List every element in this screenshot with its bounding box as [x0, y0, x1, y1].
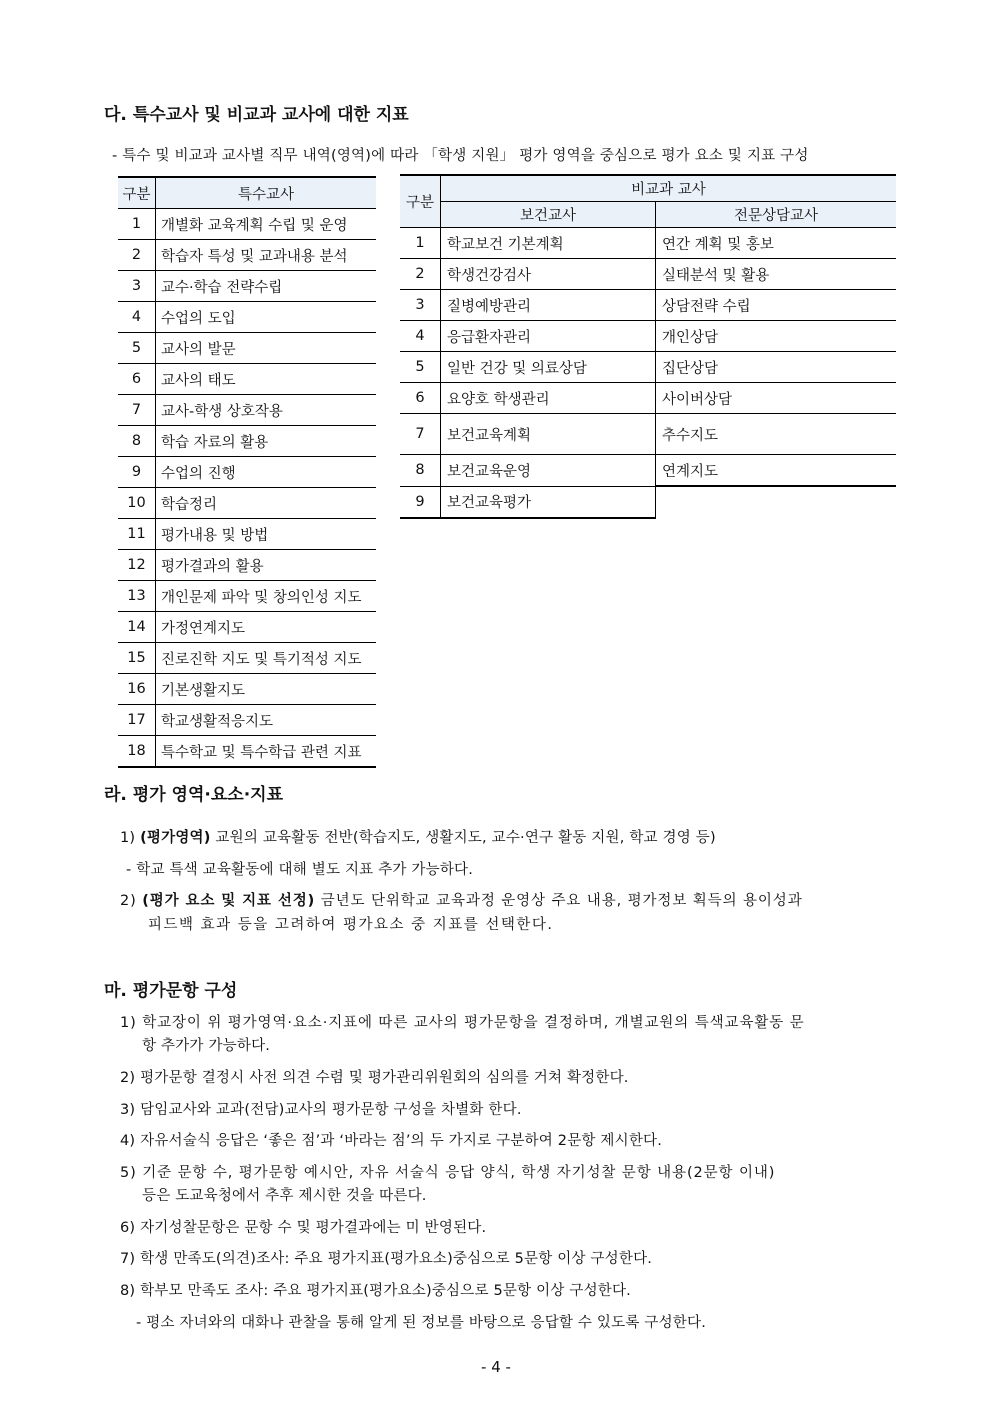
- section-da-description: - 특수 및 비교과 교사별 직무 내역(영역)에 따라 「학생 지원」 평가 영역을 중심으로 평가 요소 및 지표 구성: [112, 148, 809, 164]
- table-row: [400, 352, 896, 383]
- counselor-indicator: 연계지도: [656, 455, 897, 487]
- row-number: 15: [118, 643, 156, 674]
- row-number: 14: [118, 612, 156, 643]
- item-number: 1): [120, 830, 136, 846]
- row-indicator: 가정연계지도: [156, 612, 377, 643]
- row-indicator: 학습자 특성 및 교과내용 분석: [156, 240, 377, 271]
- row-number: 8: [400, 455, 441, 487]
- section-ma-item: 등은 도교육청에서 추후 제시한 것을 따른다.: [142, 1188, 427, 1204]
- section-ma-item: 4) 자유서술식 응답은 ‘좋은 점’과 ‘바라는 점’의 두 가지로 구분하여 2문항 제시한다.: [120, 1133, 663, 1149]
- section-ra-item-1: [120, 826, 716, 847]
- row-number: 5: [118, 333, 156, 364]
- table-header-health: 보건교사: [441, 202, 656, 228]
- row-indicator: 학습 자료의 활용: [156, 426, 377, 457]
- table-row: [118, 550, 376, 581]
- item-text: 금년도 단위학교 교육과정 운영상 주요 내용, 평가정보 획득의 용이성과: [320, 893, 803, 909]
- row-number: 1: [118, 209, 156, 240]
- table-row: [118, 426, 376, 457]
- row-indicator: 교사의 발문: [156, 333, 377, 364]
- row-number: 1: [400, 228, 441, 259]
- section-ma-item: 3) 담임교사와 교과(전담)교사의 평가문항 구성을 차별화 한다.: [120, 1102, 522, 1118]
- non-subject-teacher-table: [400, 174, 896, 519]
- row-indicator: 학교생활적응지도: [156, 705, 377, 736]
- row-number: 4: [400, 321, 441, 352]
- health-teacher-indicator: 보건교육계획: [441, 414, 656, 455]
- item-text: 교원의 교육활동 전반(학습지도, 생활지도, 교수·연구 활동 지원, 학교 경영 등): [215, 830, 716, 846]
- section-ma-item: 7) 학생 만족도(의견)조사: 주요 평가지표(평가요소)중심으로 5문항 이상 구성한다.: [120, 1251, 653, 1267]
- row-number: 9: [118, 457, 156, 488]
- row-indicator: 평가내용 및 방법: [156, 519, 377, 550]
- section-ra-item-1-sub: - 학교 특색 교육활동에 대해 별도 지표 추가 가능하다.: [126, 862, 474, 878]
- health-teacher-indicator: 학생건강검사: [441, 259, 656, 290]
- row-indicator: 기본생활지도: [156, 674, 377, 705]
- table-row: [118, 209, 376, 240]
- table-row: [400, 414, 896, 455]
- section-ma-title: 마. 평가문항 구성: [104, 981, 238, 1001]
- section-ma-item: - 평소 자녀와의 대화나 관찰을 통해 알게 된 정보를 바탕으로 응답할 수 있도록 구성한다.: [136, 1315, 707, 1331]
- special-teacher-table: [118, 176, 376, 768]
- table-header-special: 특수교사: [156, 177, 377, 209]
- row-number: 9: [400, 486, 441, 518]
- table-header-group: 비교과 교사: [441, 175, 897, 202]
- row-number: 6: [118, 364, 156, 395]
- row-number: 2: [400, 259, 441, 290]
- table-row: [118, 240, 376, 271]
- health-teacher-indicator: 학교보건 기본계획: [441, 228, 656, 259]
- section-ra-item-2-cont: 피드백 효과 등을 고려하여 평가요소 중 지표를 선택한다.: [148, 917, 554, 933]
- row-number: 5: [400, 352, 441, 383]
- table-row: [118, 364, 376, 395]
- row-indicator: 개별화 교육계획 수립 및 운영: [156, 209, 377, 240]
- row-number: 3: [400, 290, 441, 321]
- row-number: 8: [118, 426, 156, 457]
- row-number: 3: [118, 271, 156, 302]
- table-row: [400, 383, 896, 414]
- table-row: [400, 259, 896, 290]
- item-label: (평가영역): [140, 830, 211, 846]
- counselor-indicator: 추수지도: [656, 414, 897, 455]
- row-indicator: 교수·학습 전략수립: [156, 271, 377, 302]
- table-row: [118, 488, 376, 519]
- table-row: [118, 612, 376, 643]
- health-teacher-indicator: 질병예방관리: [441, 290, 656, 321]
- table-header-num: 구분: [400, 175, 441, 228]
- row-number: 11: [118, 519, 156, 550]
- non-subject-teacher-rows: [400, 228, 896, 518]
- table-row: [400, 290, 896, 321]
- section-ra-title: 라. 평가 영역·요소·지표: [104, 785, 284, 805]
- row-number: 7: [118, 395, 156, 426]
- page-number: - 4 -: [481, 1358, 511, 1376]
- counselor-indicator: 실태분석 및 활용: [656, 259, 897, 290]
- row-indicator: 학습정리: [156, 488, 377, 519]
- health-teacher-indicator: 일반 건강 및 의료상담: [441, 352, 656, 383]
- counselor-indicator: 사이버상담: [656, 383, 897, 414]
- table-row: [118, 395, 376, 426]
- row-number: 18: [118, 736, 156, 768]
- table-row: [118, 581, 376, 612]
- item-number: 2): [120, 893, 137, 909]
- health-teacher-indicator: 응급환자관리: [441, 321, 656, 352]
- table-row: [118, 674, 376, 705]
- section-ma-item: 6) 자기성찰문항은 문항 수 및 평가결과에는 미 반영된다.: [120, 1220, 487, 1236]
- section-ma-item: 8) 학부모 만족도 조사: 주요 평가지표(평가요소)중심으로 5문항 이상 구성한다.: [120, 1283, 631, 1299]
- section-ma-item: 5) 기준 문항 수, 평가문항 예시안, 자유 서술식 응답 양식, 학생 자기성찰 문항 내용(2문항 이내): [120, 1165, 776, 1181]
- row-number: 17: [118, 705, 156, 736]
- table-row: [400, 321, 896, 352]
- table-row: [400, 455, 896, 487]
- health-teacher-indicator: 보건교육운영: [441, 455, 656, 487]
- table-header-counsel: 전문상담교사: [656, 202, 897, 228]
- row-number: 6: [400, 383, 441, 414]
- health-teacher-indicator: 요양호 학생관리: [441, 383, 656, 414]
- table-row: [118, 705, 376, 736]
- table-row: [118, 519, 376, 550]
- row-number: 10: [118, 488, 156, 519]
- special-teacher-rows: [118, 209, 376, 768]
- table-row: [118, 457, 376, 488]
- row-indicator: 교사-학생 상호작용: [156, 395, 377, 426]
- table-header-num: 구분: [118, 177, 156, 209]
- counselor-indicator: 집단상담: [656, 352, 897, 383]
- table-row: [118, 643, 376, 674]
- row-number: 13: [118, 581, 156, 612]
- row-number: 2: [118, 240, 156, 271]
- section-ra-item-2: [120, 889, 803, 910]
- section-da-title: 다. 특수교사 및 비교과 교사에 대한 지표: [104, 105, 409, 125]
- section-ma-item: 항 추가가 가능하다.: [142, 1038, 271, 1054]
- table-row: [400, 486, 896, 518]
- row-number: 4: [118, 302, 156, 333]
- row-indicator: 개인문제 파악 및 창의인성 지도: [156, 581, 377, 612]
- row-number: 7: [400, 414, 441, 455]
- row-indicator: 특수학교 및 특수학급 관련 지표: [161, 744, 362, 761]
- counselor-indicator: 상담전략 수립: [656, 290, 897, 321]
- row-indicator: 평가결과의 활용: [156, 550, 377, 581]
- section-ma-item: 1) 학교장이 위 평가영역·요소·지표에 따른 교사의 평가문항을 결정하며, 개별교원의 특색교육활동 문: [120, 1015, 805, 1031]
- counselor-indicator: 연간 계획 및 홍보: [656, 228, 897, 259]
- row-indicator: 진로진학 지도 및 특기적성 지도: [156, 643, 377, 674]
- section-ma-item: 2) 평가문항 결정시 사전 의견 수렴 및 평가관리위원회의 심의를 거쳐 확정한다.: [120, 1070, 629, 1086]
- counselor-indicator: 개인상담: [656, 321, 897, 352]
- table-row: [118, 271, 376, 302]
- row-indicator: 수업의 진행: [156, 457, 377, 488]
- table-row: [118, 333, 376, 364]
- item-label: (평가 요소 및 지표 선정): [142, 893, 316, 909]
- row-indicator: 교사의 태도: [156, 364, 377, 395]
- table-row: [118, 302, 376, 333]
- table-row: [118, 736, 376, 768]
- health-teacher-indicator: 보건교육평가: [441, 486, 656, 518]
- row-indicator: 수업의 도입: [156, 302, 377, 333]
- row-number: 16: [118, 674, 156, 705]
- counselor-indicator: [656, 486, 897, 518]
- table-row: [400, 228, 896, 259]
- row-number: 12: [118, 550, 156, 581]
